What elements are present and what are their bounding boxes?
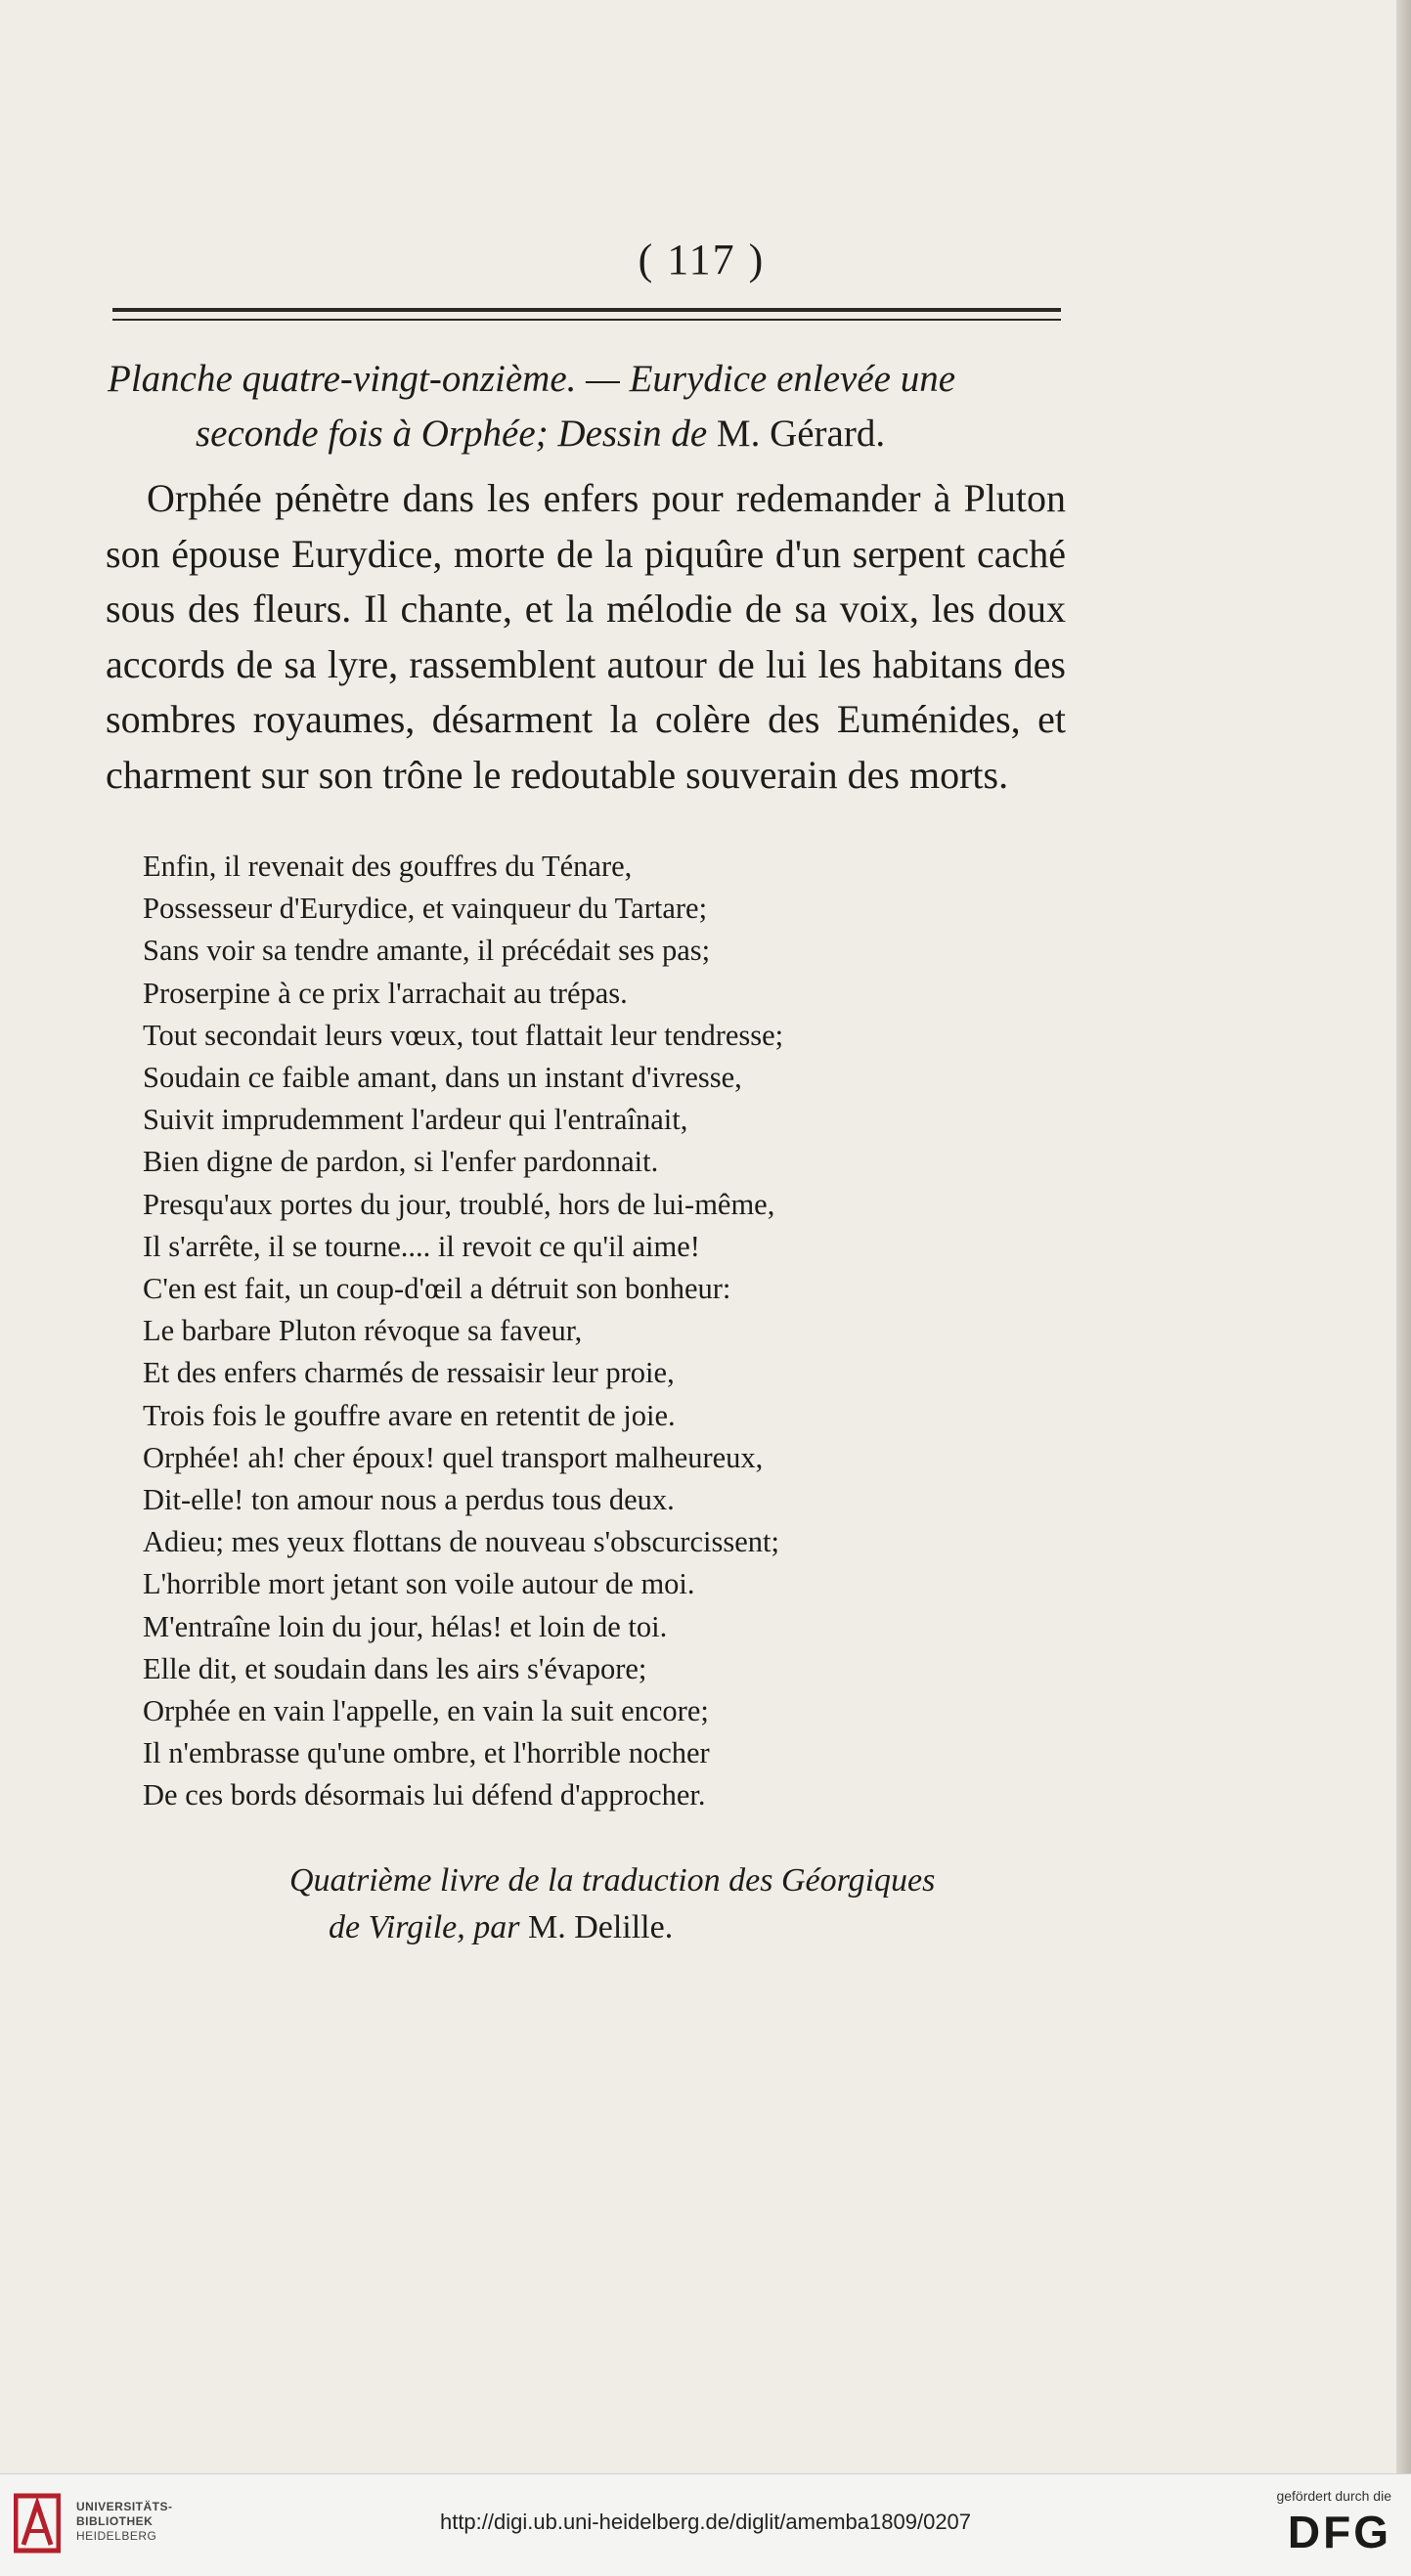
verse-line: Le barbare Pluton révoque sa faveur, (143, 1314, 583, 1348)
verse-line: Orphée! ah! cher époux! quel transport malheureux, (143, 1440, 764, 1474)
verse-line: Orphée en vain l'appelle, en vain la suit encore; (143, 1694, 709, 1728)
verse-line: Adieu; mes yeux flottans de nouveau s'obscurcissent; (143, 1525, 779, 1559)
library-name-line1: UNIVERSITÄTS- (76, 2500, 173, 2513)
plate-caption-line1: Planche quatre-vingt-onzième. — Eurydice enlevée une (108, 358, 956, 400)
verse-line: Bien digne de pardon, si l'enfer pardonnait. (143, 1145, 659, 1179)
library-name-line2: BIBLIOTHEK (76, 2514, 154, 2528)
verse-line: Proserpine à ce prix l'arrachait au trépas. (143, 976, 628, 1010)
verse-line: Trois fois le gouffre avare en retentit de joie. (143, 1398, 676, 1432)
page-number-header: ( 117 ) (638, 236, 766, 284)
attribution-line2 (289, 1904, 1072, 1951)
header-rule-thick (112, 308, 1061, 312)
intro-paragraph: Orphée pénètre dans les enfers pour redemander à Pluton son épouse Eurydice, morte de la piquûre d'un serpent caché sous des fleurs. Il chante, et la mélodie de sa voix, les doux accords de sa lyre, rassemblent autour de lui les habitans des sombres royaumes, désarment la colère des Euménides, et charment sur son trône le redoutable souverain des morts. (106, 476, 1066, 797)
permalink-url[interactable]: http://digi.ub.uni-heidelberg.de/diglit/amemba1809/0207 (439, 2510, 972, 2534)
viewer-footer (0, 2473, 1411, 2576)
verse-line: C'en est fait, un coup-d'œil a détruit son bonheur: (143, 1272, 731, 1306)
verse-line: Enfin, il revenait des gouffres du Ténare, (143, 850, 633, 883)
verse-line: Elle dit, et soudain dans les airs s'évapore; (143, 1651, 647, 1685)
plate-caption (108, 352, 1066, 461)
sponsor-label: gefördert durch die (1276, 2488, 1391, 2504)
attribution-line2-text: de Virgile, par (329, 1909, 520, 1945)
plate-caption-artist: M. Gérard. (716, 413, 886, 455)
library-name-line3: HEIDELBERG (76, 2529, 157, 2543)
attribution-translator: M. Delille. (527, 1909, 674, 1945)
verse-line: Et des enfers charmés de ressaisir leur proie, (143, 1356, 675, 1390)
sponsor-credit (1276, 2488, 1391, 2557)
poem-verses (143, 846, 984, 1817)
verse-line: Suivit imprudemment l'ardeur qui l'entraînait, (143, 1103, 688, 1137)
source-attribution (289, 1857, 1072, 1951)
plate-caption-line2-text: seconde fois à Orphée; Dessin de (196, 413, 708, 455)
header-rule-thin (112, 319, 1061, 321)
verse-line: Tout secondait leurs vœux, tout flattait leur tendresse; (143, 1018, 784, 1052)
verse-line: Sans voir sa tendre amante, il précédait ses pas; (143, 934, 711, 968)
verse-line: Il n'embrasse qu'une ombre, et l'horrible nocher (143, 1736, 710, 1770)
verse-line: Il s'arrête, il se tourne.... il revoit ce qu'il aime! (143, 1229, 700, 1263)
verse-line: Presqu'aux portes du jour, troublé, hors de lui-même, (143, 1187, 775, 1221)
verse-line: M'entraîne loin du jour, hélas! et loin de toi. (143, 1609, 668, 1643)
page-edge-shadow (1396, 0, 1411, 2473)
plate-caption-line2 (108, 407, 1066, 461)
attribution-line1: Quatrième livre de la traduction des Géorgiques (289, 1862, 936, 1899)
dfg-logo: DFG (1287, 2507, 1391, 2557)
verse-line: Possesseur d'Eurydice, et vainqueur du Tartare; (143, 892, 708, 926)
verse-line: Dit-elle! ton amour nous a perdus tous deux. (143, 1483, 675, 1517)
verse-line: Soudain ce faible amant, dans un instant d'ivresse, (143, 1061, 742, 1095)
verse-line: L'horrible mort jetant son voile autour de moi. (143, 1567, 695, 1601)
verse-line: De ces bords désormais lui défend d'approcher. (143, 1778, 706, 1812)
